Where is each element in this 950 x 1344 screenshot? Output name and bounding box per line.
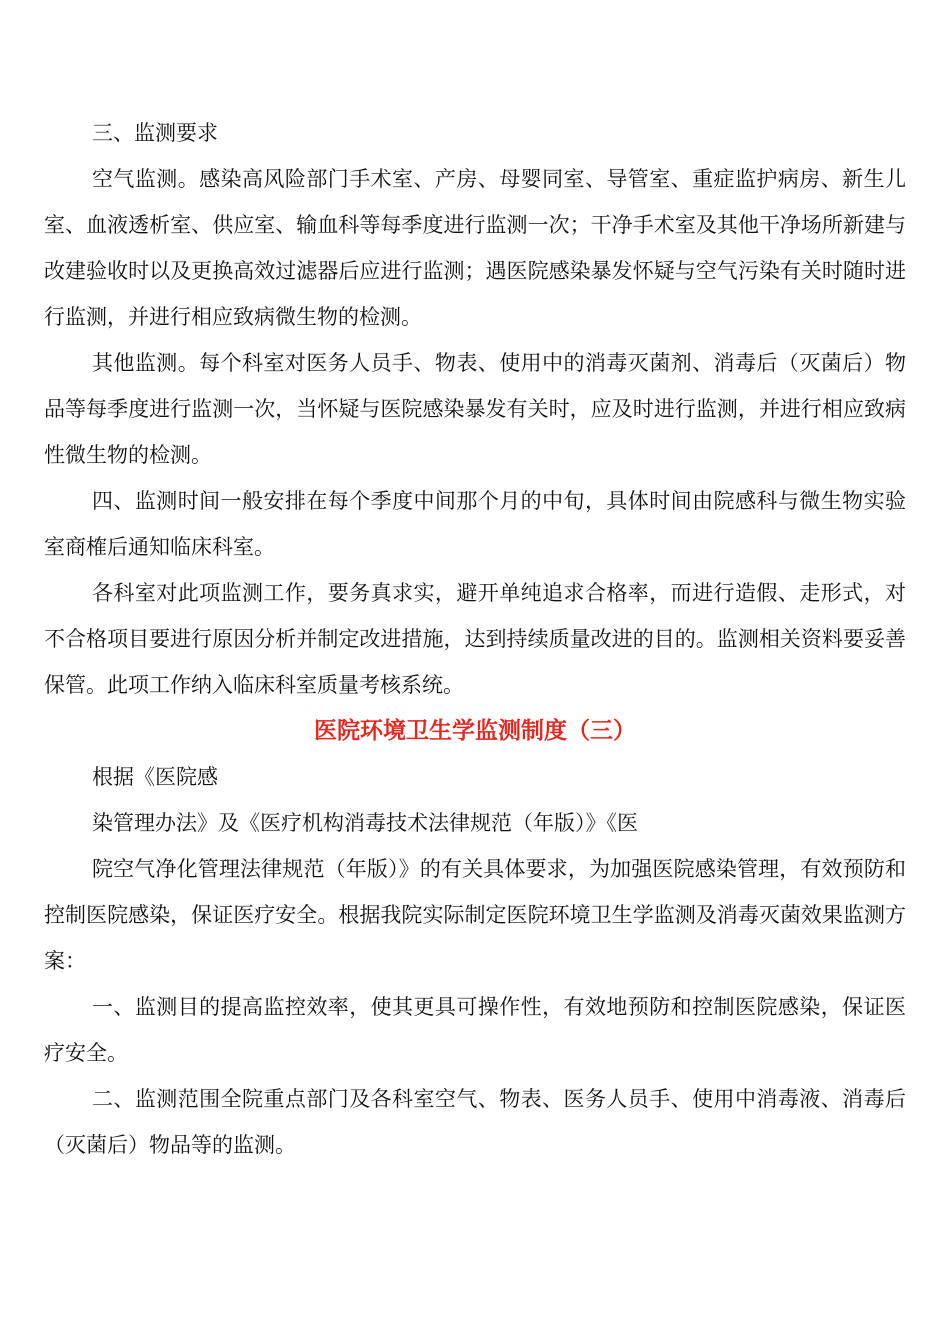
section-heading-monitoring-requirements: 三、监测要求 bbox=[92, 121, 218, 145]
paragraph-department-requirements: 各科室对此项监测工作，要务真求实，避开单纯追求合格率，而进行造假、走形式，对不合格项目要进行原因分析并制定改进措施，达到持续质量改进的目的。监测相关资料要妥善保管。此项工作纳入临床科室质量考核系统。 bbox=[44, 581, 906, 697]
intro-line-2: 染管理办法》及《医疗机构消毒技术法律规范（年版）》《医 bbox=[92, 811, 638, 835]
paragraph-other-monitoring: 其他监测。每个科室对医务人员手、物表、使用中的消毒灭菌剂、消毒后（灭菌后）物品等每季度进行监测一次，当怀疑与医院感染暴发有关时，应及时进行监测，并进行相应致病性微生物的检测。 bbox=[44, 351, 906, 467]
paragraph-monitoring-time: 四、监测时间一般安排在每个季度中间那个月的中旬，具体时间由院感科与微生物实验室商榷后通知临床科室。 bbox=[44, 489, 906, 559]
paragraph-monitoring-scope: 二、监测范围全院重点部门及各科室空气、物表、医务人员手、使用中消毒液、消毒后（灭菌后）物品等的监测。 bbox=[44, 1087, 906, 1157]
document-title: 医院环境卫生学监测制度（三） bbox=[314, 717, 636, 744]
paragraph-monitoring-purpose: 一、监测目的提高监控效率，使其更具可操作性，有效地预防和控制医院感染，保证医疗安全。 bbox=[44, 995, 906, 1065]
paragraph-purpose-statement: 院空气净化管理法律规范（年版）》的有关具体要求，为加强医院感染管理，有效预防和控制医院感染，保证医疗安全。根据我院实际制定医院环境卫生学监测及消毒灭菌效果监测方案： bbox=[44, 857, 906, 973]
intro-line-1: 根据《医院感 bbox=[92, 765, 218, 789]
paragraph-air-monitoring: 空气监测。感染高风险部门手术室、产房、母婴同室、导管室、重症监护病房、新生儿室、血液透析室、供应室、输血科等每季度进行监测一次；干净手术室及其他干净场所新建与改建验收时以及更换高效过滤器后应进行监测；遇医院感染暴发怀疑与空气污染有关时随时进行监测，并进行相应致病微生物的检测。 bbox=[44, 167, 906, 329]
document-page bbox=[44, 110, 906, 1168]
